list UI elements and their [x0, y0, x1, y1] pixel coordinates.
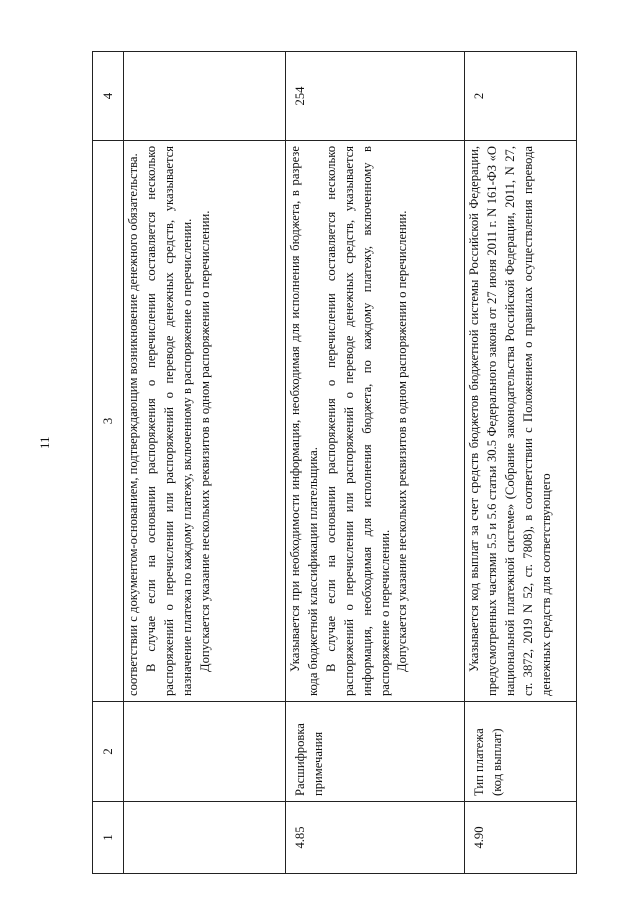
row-value — [124, 52, 286, 141]
row-description — [465, 141, 577, 702]
row-name: Расшифровка примечания — [286, 702, 465, 802]
row-number — [124, 802, 286, 874]
description-paragraph: Указывается код выплат за счет средств бюджетов бюджетной системы Российской Федерации, предусмотренных частями 5.5 и 5.6 статьи 30.5 Федерального закона от 27 июня 2011 г. N 161-ФЗ «О национальной платежной системе» (Собрание законодательства Российской Федерации, 2011, N 27, ст. 3872, 2019 N 52, ст. 7808), в соответствии с Положением о правилах осуществления перевода денежных средств для соответствующего — [467, 146, 553, 696]
row-value: 2 — [465, 52, 577, 141]
row-number: 4.85 — [286, 802, 465, 874]
row-name — [124, 702, 286, 802]
row-value: 254 — [286, 52, 465, 141]
description-paragraph: Указывается при необходимости информация, необходимая для исполнения бюджета, в разрезе кода бюджетной классификации плательщика. — [288, 146, 320, 696]
row-number: 4.90 — [465, 802, 577, 874]
page-number: 11 — [37, 436, 52, 449]
row-name: Тип платежа (код выплат) — [465, 702, 577, 802]
row-description — [286, 141, 465, 702]
table-row — [286, 52, 465, 874]
description-paragraph: соответствии с документом-основанием, подтверждающим возникновение денежного обязательства. — [126, 153, 140, 696]
table-row — [465, 52, 577, 874]
column-header-1: 1 — [93, 802, 124, 874]
table-row — [124, 52, 286, 874]
table-header-row — [93, 52, 124, 874]
description-paragraph: В случае если на основании распоряжения о перечислении составляется несколько распоряжений о перечислении или распоряжений о переводе денежных средств, указывается назначение платежа по каждому платежу, включенному в распоряжение о перечислении. — [143, 146, 194, 696]
column-header-4: 4 — [93, 52, 124, 141]
description-paragraph: Допускается указание нескольких реквизитов в одном распоряжении о перечислении. — [197, 210, 212, 672]
row-description — [124, 141, 286, 702]
description-paragraph: В случае если на основании распоряжения о перечислении составляется несколько распоряжений о перечислении или распоряжений о переводе денежных средств, указывается информация, необходимая для исполнения бюджета, по каждому платежу, включенному в распоряжение о перечислении. — [323, 146, 392, 696]
requisites-table — [92, 51, 577, 874]
description-paragraph: Допускается указание нескольких реквизитов в одном распоряжении о перечислении. — [395, 210, 410, 672]
column-header-3: 3 — [93, 141, 124, 702]
column-header-2: 2 — [93, 702, 124, 802]
